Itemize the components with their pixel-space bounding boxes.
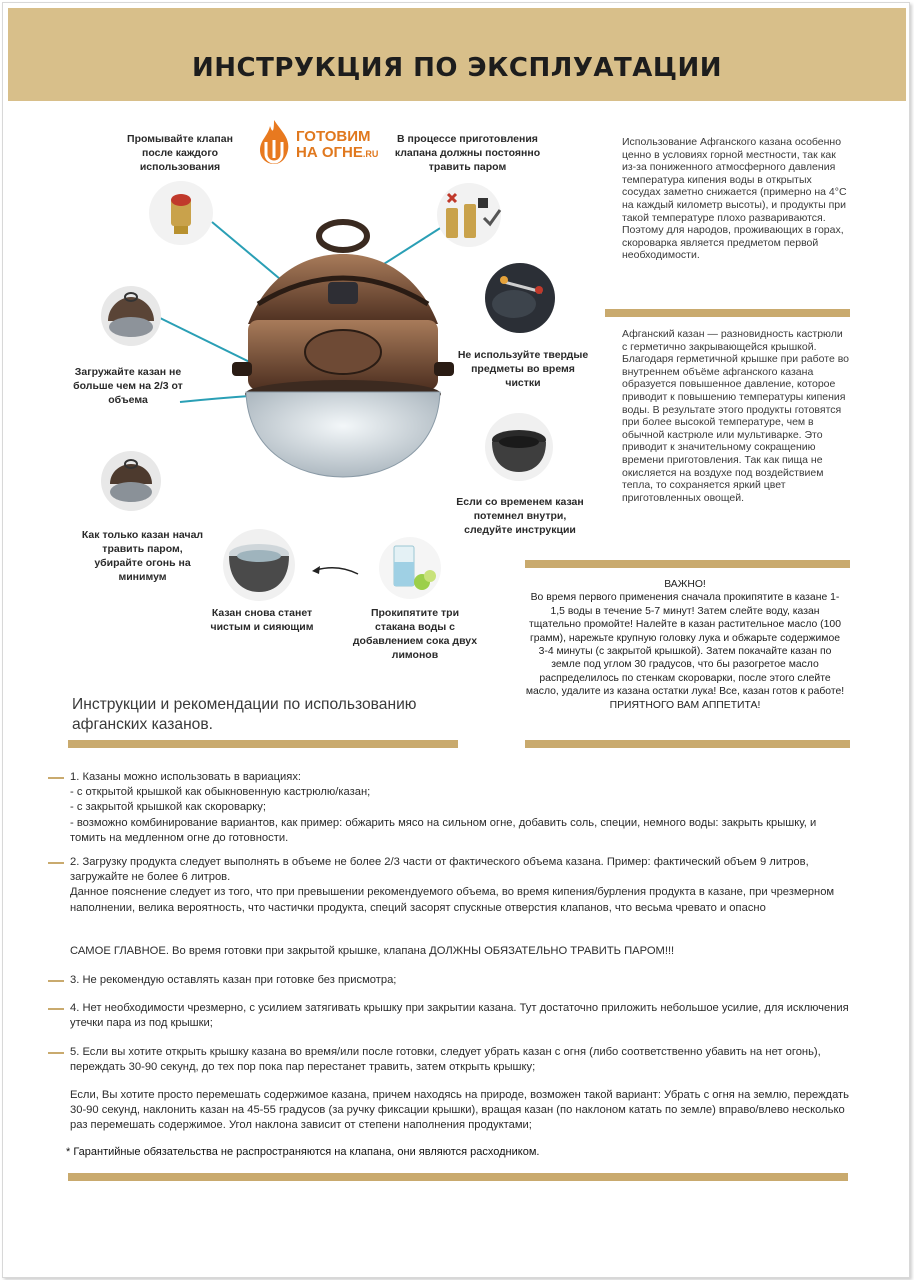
- caption-load: Загружайте казан не больше чем на 2/3 от объема: [73, 366, 183, 406]
- darkened-kazan-photo: [484, 412, 554, 482]
- instruction-item-2: 2. Загрузку продукта следует выполнять в объеме не более 2/3 части от фактического объема казана. Пример: фактический объем 9 литров, загружайте не более 6 литров. Данное пояснение следует из того, что при превышении рекомендуемого объема, во время кипения/бурления продукта в казане, при чрезмерном наполнении, велика вероятность, что частички продукта, специй засорят спускные отверстия клапанов, что весьма чревато и опасно: [70, 856, 835, 914]
- caption-valve-wash: Промывайте клапан после каждого использования: [127, 133, 233, 173]
- lemon-water-photo: [378, 536, 442, 600]
- side-paragraph-kazan: Афганский казан — разновидность кастрюли с герметично закрывающейся крышкой. Благодаря герметичной крышке при работе во внутреннем объёме афганского казана образуется повышенное давление, которое приводит к повышению температуры кипения воды. В результате этого продукты готовятся при более высокой температуре, чем в обычной кастрюле или мультиварке. Это приводит к значительному сокращению времени приготовления. Так как пища не окисляется на воздухе под воздействием тепла, то сохраняется яркий цвет приготовленных овощей.: [622, 328, 850, 504]
- instruction-item-5: 5. Если вы хотите открыть крышку казана во время/или после готовки, следует убрать казан с огня (либо соответственно убавить на нет огонь), переждать 30-90 секунд, до тех пор пока пар перестанет травить, затем открыть крышку;: [70, 1046, 821, 1074]
- divider-side-1: [605, 309, 850, 317]
- bullet-dash: [48, 1008, 64, 1010]
- caption-steam: В процессе приготовления клапана должны постоянно травить паром: [394, 133, 541, 173]
- divider-important-top: [525, 560, 850, 568]
- important-notice: [525, 578, 845, 712]
- caption-no-hard-objects: Не используйте твердые предметы во время чистки: [457, 349, 589, 389]
- side-paragraph-mountains: Использование Афганского казана особенно ценно в условиях горной местности, так как из-за пониженного атмосферного давления температура кипения воды в открытых сосудах заметно снижается (примерно на 4°С на каждый километр высоты), и продукты при такой температуре плохо развариваются. Поэтому для народов, проживающих в горах, скороварка является предметом первой необходимости.: [622, 136, 847, 262]
- page-title: ИНСТРУКЦИЯ ПО ЭКСПЛУАТАЦИИ: [192, 53, 722, 83]
- valve-photo: [148, 180, 214, 246]
- warranty-footnote: * Гарантийные обязательства не распространяются на клапана, они являются расходником.: [62, 1146, 543, 1158]
- logo-line1: ГОТОВИМ: [296, 128, 371, 145]
- instruction-extra: Если, Вы хотите просто перемешать содержимое казана, причем находясь на природе, возможен такой вариант: Убрать с огня на землю, переждать 30-90 секунд, наклонить казан на 45-55 градусов (за ручку фиксации крышки), вращая казан (по наклоном катать по земле) вправо/влево несколько раз перемешать содержимое. Угол наклона зависит от степени наполнения продуктами;: [70, 1089, 850, 1132]
- cleaning-photo: [484, 262, 556, 334]
- important-body: Во время первого применения сначала прокипятите в казане 1-1,5 воды в течение 5-7 минут! Затем слейте воду, казан тщательно промойте! Налейте в казан растительное масло (100 грамм), нарежьте крупную головку лука и обжарьте содержимое 3-4 минуты (с закрытой крышкой). Затем покачайте казан по земле под углом 30 градусов, что бы разогретое масло распределилось по стенкам скороварки, после этого слейте масло, удалите из казана остатки лука! Все, казан готов к работе!: [525, 592, 845, 698]
- caption-boil: Прокипятите три стакана воды с добавлением сока двух лимонов: [352, 607, 478, 661]
- caption-clean: Казан снова станет чистым и сияющим: [210, 607, 314, 633]
- divider-footer: [68, 1173, 848, 1181]
- instructions-heading: Инструкции и рекомендации по использованию афганских казанов.: [72, 696, 417, 733]
- arrow-left-icon: [310, 562, 360, 578]
- divider-important-bottom: [525, 740, 850, 748]
- important-closing: ПРИЯТНОГО ВАМ АППЕТИТА!: [609, 699, 761, 711]
- bullet-dash: [48, 1052, 64, 1054]
- bullet-dash: [48, 862, 64, 864]
- load-kazan-photo: [100, 285, 162, 347]
- kazan-illustration: [228, 212, 458, 487]
- bullet-dash: [48, 777, 64, 779]
- valves-steam-photo: [434, 182, 504, 248]
- logo-suffix: .RU: [362, 149, 379, 159]
- divider-instructions: [68, 740, 458, 748]
- instruction-main: САМОЕ ГЛАВНОЕ. Во время готовки при закрытой крышке, клапана ДОЛЖНЫ ОБЯЗАТЕЛЬНО ТРАВИТЬ ПАРОМ!!!: [70, 945, 675, 957]
- bullet-dash: [48, 980, 64, 982]
- instruction-item-3: 3. Не рекомендую оставлять казан при готовке без присмотра;: [70, 974, 397, 986]
- clean-kazan-photo: [220, 528, 298, 602]
- instruction-item-1: 1. Казаны можно использовать в вариациях: - с открытой крышкой как обыкновенную кастрюлю/казан; - с закрытой крышкой как скороварку; - возможно комбинирование вариантов, как пример: обжарить мясо на сильном огне, добавить соль, специи, немного воды: закрыть крышку, и томить на медленном огне до готовности.: [70, 771, 817, 844]
- instruction-item-4: 4. Нет необходимости чрезмерно, с усилием затягивать крышку при закрытии казана. Тут достаточно приложить небольшое усилие, для исключения утечки пара из под крышки;: [70, 1002, 849, 1030]
- important-title: ВАЖНО!: [664, 579, 706, 590]
- fire-down-photo: [100, 450, 162, 512]
- logo-line2: НА ОГНЕ: [296, 144, 363, 161]
- caption-fire-down: Как только казан начал травить паром, убирайте огонь на минимум: [81, 529, 204, 583]
- caption-darkened: Если со временем казан потемнел внутри, следуйте инструкции: [456, 496, 584, 536]
